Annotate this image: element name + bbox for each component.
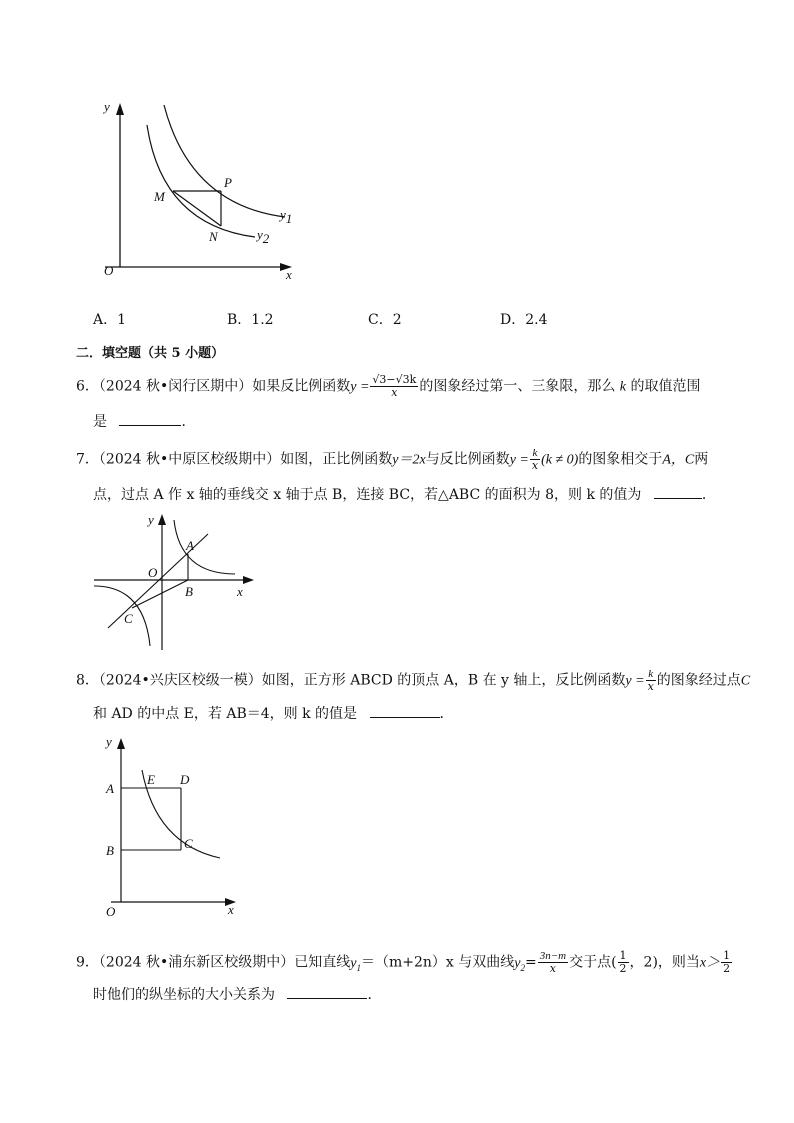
q9-eq1: ＝（m+2n）x 与双曲线 — [360, 954, 515, 971]
label-y1: y1 — [280, 207, 293, 226]
q8-fraction — [646, 668, 656, 693]
q6-fraction — [370, 374, 418, 399]
hyperbola-branch-q1 — [174, 520, 235, 574]
q6-y-eq: y = — [350, 379, 370, 395]
q9-pt-den: 2 — [619, 962, 627, 975]
q6-frac-num: √3−√3k — [372, 373, 417, 386]
q6-frac-den: x — [391, 386, 398, 399]
figure-1-hyperbolas — [90, 95, 310, 285]
label-y2: y2 — [257, 227, 270, 246]
label-o: O — [148, 565, 158, 580]
q8-answer-blank[interactable] — [370, 705, 440, 718]
q7-prefix: 7．（2024 秋•中原区校级期中）如图，正比例函数 — [76, 451, 393, 468]
q9-answer-blank[interactable] — [287, 986, 367, 999]
label-o: O — [104, 263, 114, 278]
question-9-line2: 时他们的纵坐标的大小关系为 ． — [93, 987, 382, 1003]
q9-y2: $y_2$ — [514, 955, 525, 973]
hyperbola-branch-q3 — [94, 586, 150, 646]
label-x: x — [237, 584, 243, 599]
label-y: y — [106, 734, 112, 749]
q7-answer-blank[interactable] — [654, 486, 702, 499]
option-c[interactable]: C．2 — [368, 312, 402, 328]
q7-line2: 点，过点 A 作 x 轴的垂线交 x 轴于点 B，连接 BC，若△ABC 的面积为 8，则 k 的值为 — [93, 487, 642, 503]
curve-y1 — [164, 105, 285, 217]
label-m: M — [154, 189, 165, 204]
q9-eq: = — [524, 954, 537, 971]
q8-frac-num: k — [646, 668, 656, 681]
q9-fraction — [538, 950, 568, 975]
q7-cond: (k ≠ 0) — [541, 452, 579, 468]
q7-y-eq-2x: y＝2x — [392, 452, 426, 468]
q6-answer-blank[interactable] — [119, 413, 181, 426]
option-a[interactable]: A．1 — [93, 312, 127, 328]
label-y: y — [104, 99, 110, 114]
option-b[interactable]: B．1.2 — [227, 312, 274, 328]
label-a: A — [186, 538, 194, 553]
label-y: y — [148, 512, 154, 527]
q9-after: 交于点( — [569, 954, 617, 971]
question-8-line2: 和 AD 的中点 E，若 AB＝4，则 k 的值是 ． — [93, 706, 454, 722]
y-axis-arrow — [116, 103, 124, 115]
label-x: x — [286, 267, 292, 282]
segment-bc — [132, 580, 188, 608]
q8-frac-den: x — [647, 680, 654, 693]
q9-y1: $y_1$ — [350, 955, 361, 973]
q6-after2: 的取值范围 — [630, 378, 701, 395]
q8-c: C — [740, 673, 751, 689]
question-7-line1 — [76, 447, 708, 472]
figure-2-line-hyperbola — [90, 512, 260, 652]
figure-3-square-hyperbola — [96, 732, 256, 922]
q7-frac-den: x — [531, 459, 539, 472]
question-6-line2: 是 ． — [93, 414, 196, 430]
q9-frac-num: 3n−m — [539, 950, 567, 962]
label-n: N — [209, 229, 218, 244]
q6-k: k — [619, 379, 626, 395]
label-c: C — [184, 836, 193, 851]
q7-ac: A，C — [662, 452, 695, 468]
curve-y2 — [147, 125, 255, 237]
segment-mn — [173, 191, 221, 226]
label-x: x — [228, 902, 234, 917]
label-b: B — [106, 843, 114, 858]
q6-prefix: 6．（2024 秋•闵行区期中）如果反比例函数 — [76, 378, 351, 395]
q9-gt-num: 1 — [723, 949, 731, 962]
q9-gt-den: 2 — [723, 962, 731, 975]
q9-frac-den: x — [549, 962, 556, 975]
q8-y-eq: y = — [625, 673, 645, 689]
section-heading: 二．填空题（共 5 小题） — [76, 346, 225, 361]
y-axis-arrow — [117, 738, 125, 749]
y-axis-arrow — [158, 514, 166, 525]
q8-after: 的图象经过点 — [656, 672, 741, 689]
option-d[interactable]: D．2.4 — [500, 312, 548, 328]
q8-line2: 和 AD 的中点 E，若 AB＝4，则 k 的值是 — [93, 706, 358, 722]
label-c: C — [124, 611, 133, 626]
label-p: P — [224, 175, 232, 190]
q6-after: 的图象经过第一、三象限，那么 — [419, 378, 616, 395]
q7-after: 的图象相交于 — [578, 451, 663, 468]
q9-point-fraction — [618, 950, 629, 975]
label-e: E — [147, 772, 155, 787]
q7-fraction — [530, 447, 540, 472]
x-axis-arrow — [243, 576, 254, 584]
question-9-line1 — [76, 950, 733, 976]
question-7-line2: 点，过点 A 作 x 轴的垂线交 x 轴于点 B，连接 BC，若△ABC 的面积为 8，则 k 的值为 ． — [93, 487, 716, 503]
q8-prefix: 8．（2024•兴庆区校级一模）如图，正方形 ABCD 的顶点 A，B 在 y 轴上，反比例函数 — [76, 672, 626, 689]
q6-line2: 是 — [93, 414, 107, 430]
question-6-line1 — [76, 374, 700, 399]
q7-frac-num: k — [530, 447, 540, 460]
q9-pt-after: ，2)，则当 — [629, 954, 700, 971]
label-d: D — [180, 772, 190, 787]
label-a: A — [106, 781, 114, 796]
q9-x-gt: x＞ — [699, 955, 721, 971]
q9-gt-fraction — [721, 950, 732, 975]
label-b: B — [185, 584, 193, 599]
q9-pt-num: 1 — [619, 949, 627, 962]
q7-mid: 与反比例函数 — [425, 451, 510, 468]
q7-after2: 两 — [694, 451, 709, 468]
q9-line2: 时他们的纵坐标的大小关系为 — [93, 987, 275, 1003]
question-8-line1 — [76, 668, 750, 693]
q9-prefix: 9．（2024 秋•浦东新区校级期中）已知直线 — [76, 954, 351, 971]
label-o: O — [106, 904, 116, 919]
q7-y-eq: y = — [509, 452, 529, 468]
